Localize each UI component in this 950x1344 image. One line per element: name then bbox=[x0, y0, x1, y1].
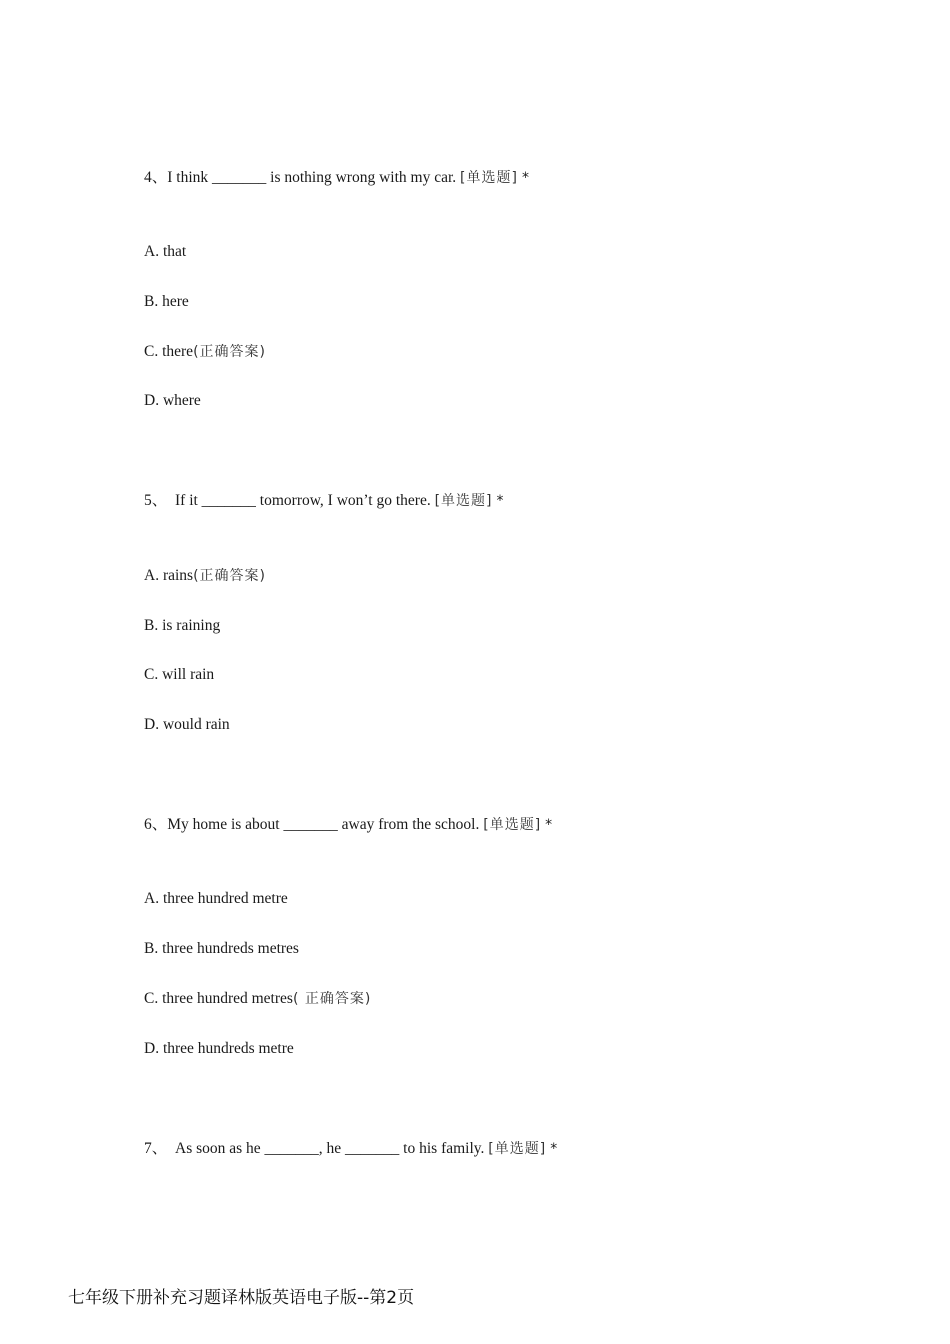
option-a: A. three hundred metre bbox=[144, 890, 288, 907]
option-c bbox=[144, 342, 266, 362]
correct-answer-note: ( 正确答案) bbox=[292, 991, 372, 1007]
question-5-text: 5、 If it _______ tomorrow, I won’t go there. bbox=[144, 492, 435, 509]
page-footer: 七年级下册补充习题译林版英语电子版--第2页 bbox=[68, 1288, 415, 1308]
option-c bbox=[144, 989, 371, 1009]
question-5 bbox=[144, 491, 504, 511]
option-a: A. that bbox=[144, 243, 187, 260]
option-d: D. where bbox=[144, 392, 201, 409]
option-c-text: C. three hundred metres bbox=[144, 990, 293, 1007]
correct-answer-note: (正确答案) bbox=[193, 344, 267, 360]
required-star-icon: * bbox=[521, 170, 529, 186]
question-4 bbox=[144, 168, 529, 188]
option-b: B. is raining bbox=[144, 617, 221, 634]
option-c-text: C. there bbox=[144, 343, 194, 360]
question-6-text: 6、My home is about _______ away from the school. bbox=[144, 816, 484, 833]
question-type-tag: [单选题] bbox=[434, 493, 493, 509]
question-6 bbox=[144, 815, 552, 835]
question-7 bbox=[144, 1139, 557, 1159]
option-c: C. will rain bbox=[144, 666, 215, 683]
option-b: B. here bbox=[144, 293, 189, 310]
question-type-tag: [单选题] bbox=[460, 170, 518, 186]
required-star-icon: * bbox=[545, 817, 553, 833]
option-b: B. three hundreds metres bbox=[144, 940, 299, 957]
question-4-text: 4、I think _______ is nothing wrong with my car. bbox=[144, 169, 461, 186]
option-d: D. would rain bbox=[144, 716, 230, 733]
required-star-icon: * bbox=[496, 493, 504, 509]
required-star-icon: * bbox=[550, 1141, 558, 1157]
option-a-text: A. rains bbox=[144, 567, 194, 584]
question-7-text: 7、 As soon as he _______, he _______ to his family. bbox=[144, 1140, 489, 1157]
option-d: D. three hundreds metre bbox=[144, 1040, 294, 1057]
question-type-tag: [单选题] bbox=[488, 1141, 547, 1157]
option-a bbox=[144, 566, 266, 586]
correct-answer-note: (正确答案) bbox=[193, 568, 267, 584]
question-type-tag: [单选题] bbox=[483, 817, 542, 833]
